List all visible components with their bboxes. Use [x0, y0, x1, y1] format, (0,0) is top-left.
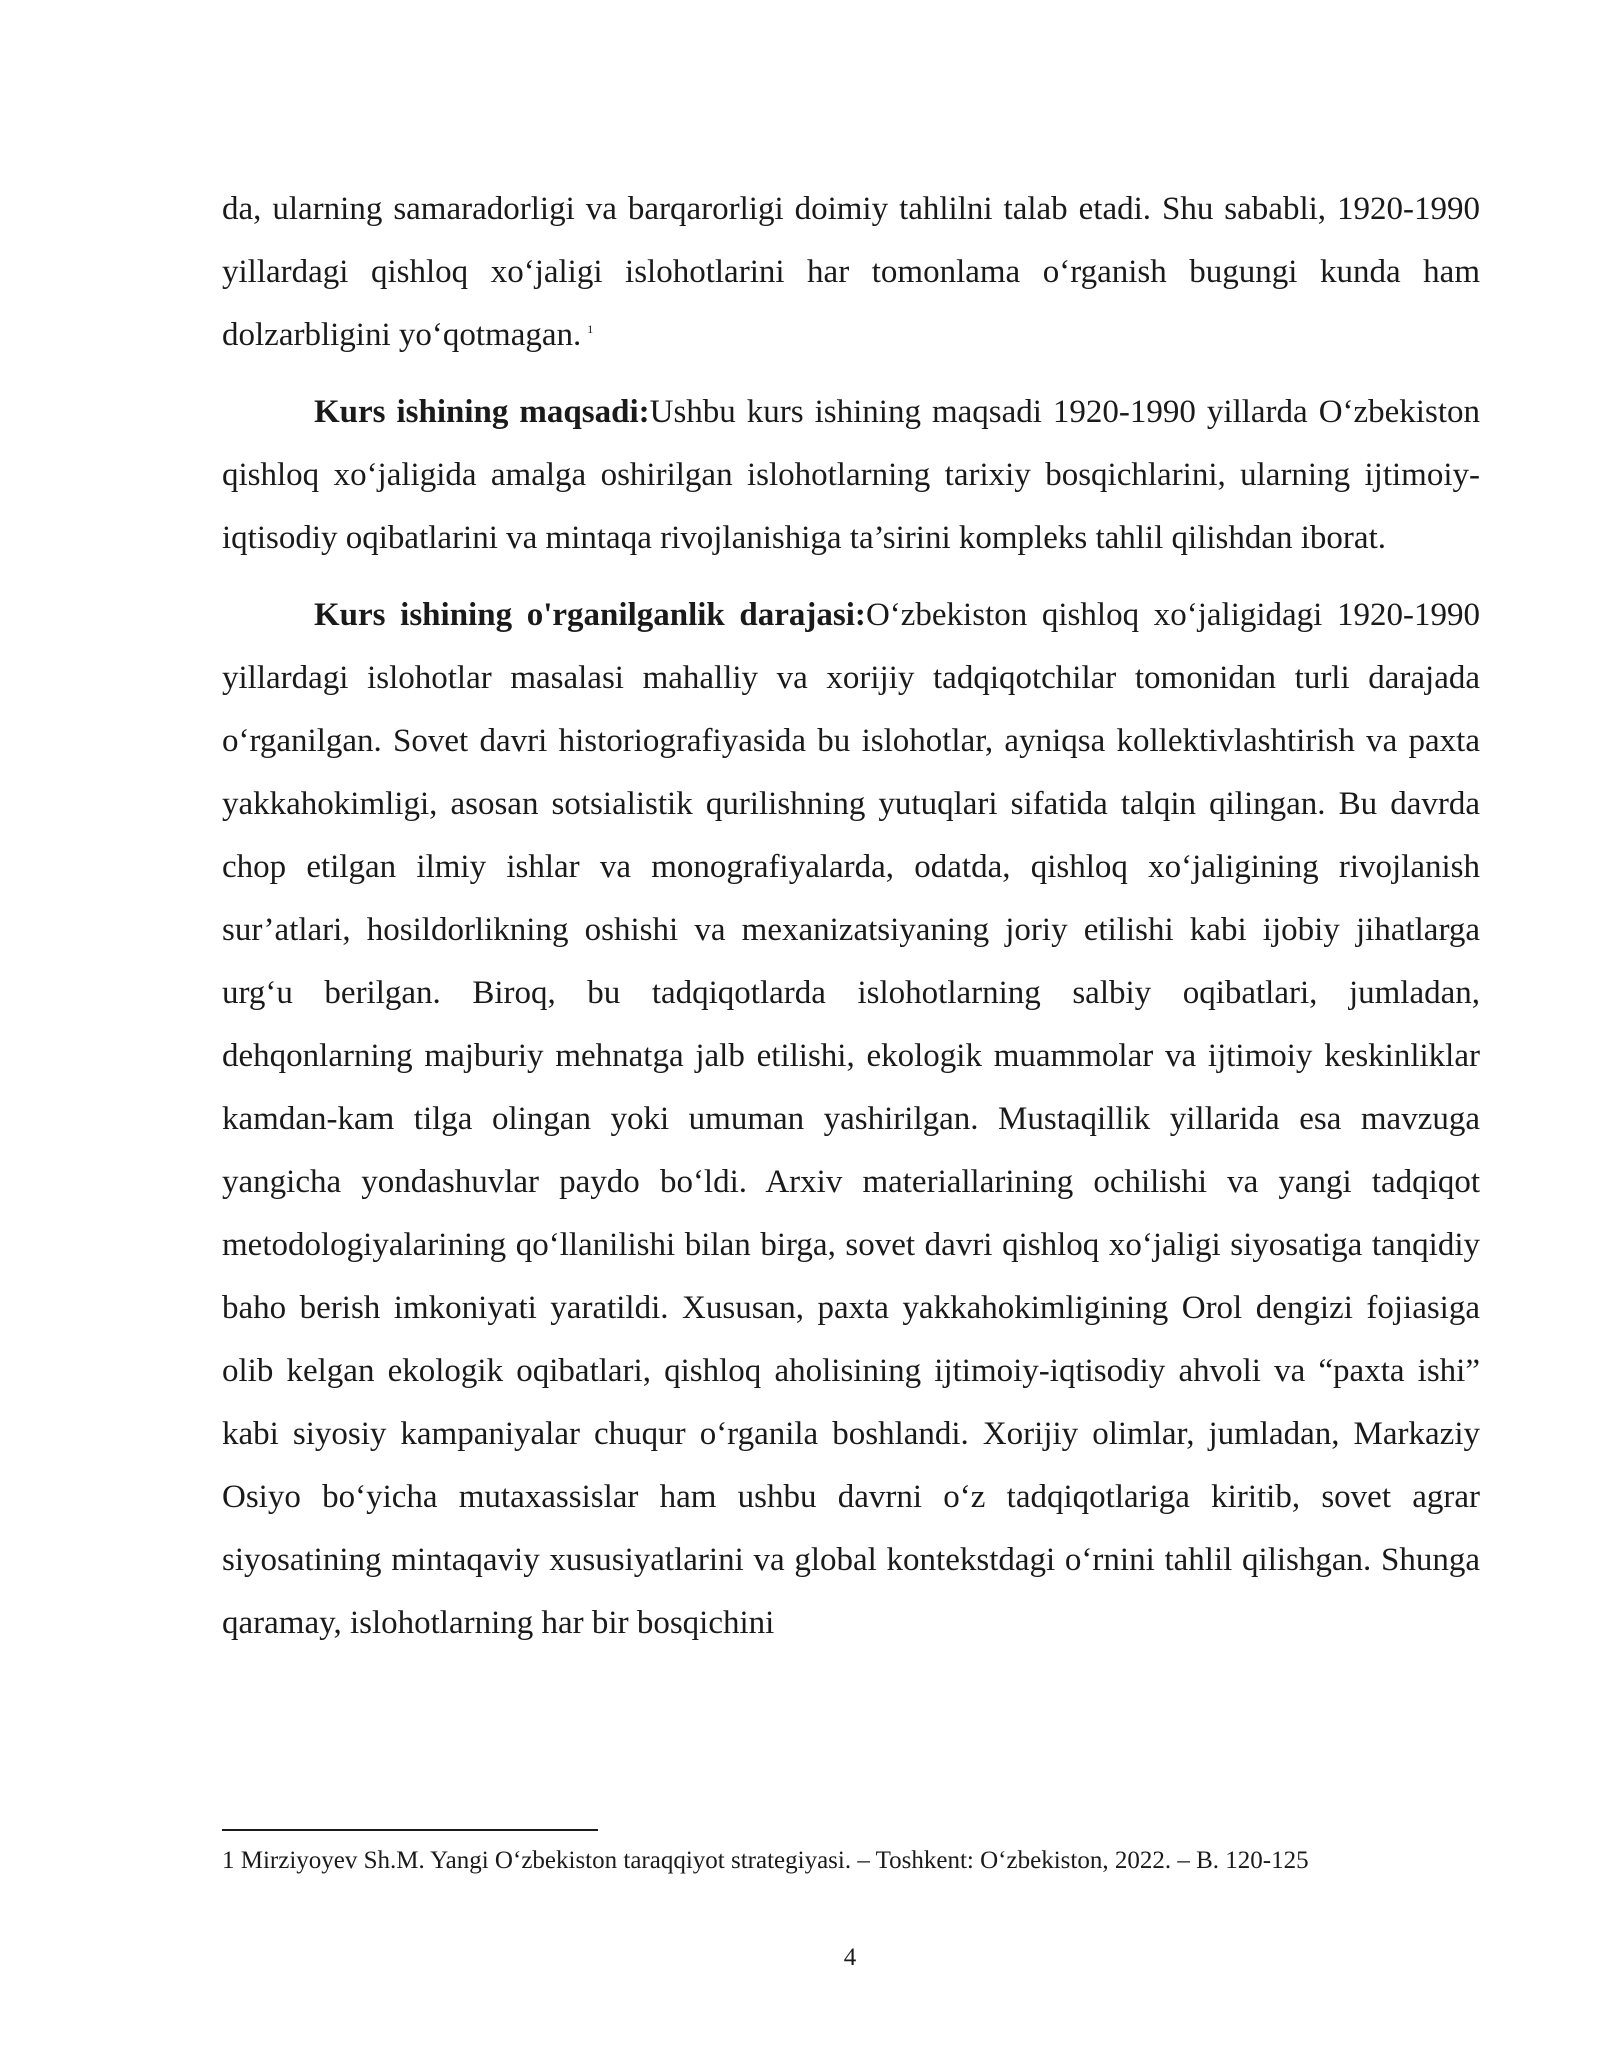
paragraph-text: Ushbu kurs ishining maqsadi 1920-1990 yillarda Oʻzbekiston qishloq xoʻjaligida amalga oshirilgan islohotlarning tarixiy bosqichlarini, ularning ijtimoiy-iqtisodiy oqibatlarini va mintaqa rivojlanishiga ta’sirini kompleks tahlil qilishdan iborat.	[222, 394, 1480, 556]
paragraph-heading: Kurs ishining maqsadi:	[314, 394, 650, 430]
page-number: 4	[843, 1944, 857, 1971]
paragraph-text: da, ularning samaradorligi va barqarorligi doimiy tahlilni talab etadi. Shu sababli, 1920-1990 yillardagi qishloq xoʻjaligi islohotlarini har tomonlama oʻrganish bugungi kunda ham dolzarbligini yoʻqotmagan.	[222, 191, 1480, 353]
footnote: 1 Mirziyoyev Sh.M. Yangi Oʻzbekiston taraqqiyot strategiyasi. – Toshkent: Oʻzbekiston, 2022. – B. 120-125	[222, 1847, 1309, 1874]
footnote-reference: 1	[587, 322, 594, 336]
paragraph-text: Oʻzbekiston qishloq xoʻjaligidagi 1920-1990 yillardagi islohotlar masalasi mahalliy va xorijiy tadqiqotchilar tomonidan turli darajada oʻrganilgan. Sovet davri historiografiyasida bu islohotlar, ayniqsa kollektivlashtirish va paxta yakkahokimligi, asosan sotsialistik qurilishning yutuqlari sifatida talqin qilingan. Bu davrda chop etilgan ilmiy ishlar va monografiyalarda, odatda, qishloq xoʻjaligining rivojlanish sur’atlari, hosildorlikning oshishi va mexanizatsiyaning joriy etilishi kabi ijobiy jihatlarga urgʻu berilgan. Biroq, bu tadqiqotlarda islohotlarning salbiy oqibatlari, jumladan, dehqonlarning majburiy mehnatga jalb etilishi, ekologik muammolar va ijtimoiy keskinliklar kamdan-kam tilga olingan yoki umuman yashirilgan. Mustaqillik yillarida esa mavzuga yangicha yondashuvlar paydo boʻldi. Arxiv materiallarining ochilishi va yangi tadqiqot metodologiyalarining qoʻllanilishi bilan birga, sovet davri qishloq xoʻjaligi siyosatiga tanqidiy baho berish imkoniyati yaratildi. Xususan, paxta yakkahokimligining Orol dengizi fojiasiga olib kelgan ekologik oqibatlari, qishloq aholisining ijtimoiy-iqtisodiy ahvoli va “paxta ishi” kabi siyosiy kampaniyalar chuqur oʻrganila boshlandi. Xorijiy olimlar, jumladan, Markaziy Osiyo boʻyicha mutaxassislar ham ushbu davrni oʻz tadqiqotlariga kiritib, sovet agrar siyosatining mintaqaviy xususiyatlarini va global kontekstdagi oʻrnini tahlil qilishgan. Shunga qaramay, islohotlarning har bir bosqichini	[222, 597, 1480, 1641]
paragraph-study-degree	[222, 584, 1480, 1655]
paragraph-aim	[222, 381, 1480, 570]
footnote-separator	[222, 1829, 598, 1831]
paragraph-heading: Kurs ishining o'rganilganlik darajasi:	[314, 597, 866, 633]
body-text	[222, 178, 1480, 1669]
paragraph-intro	[222, 178, 1480, 367]
